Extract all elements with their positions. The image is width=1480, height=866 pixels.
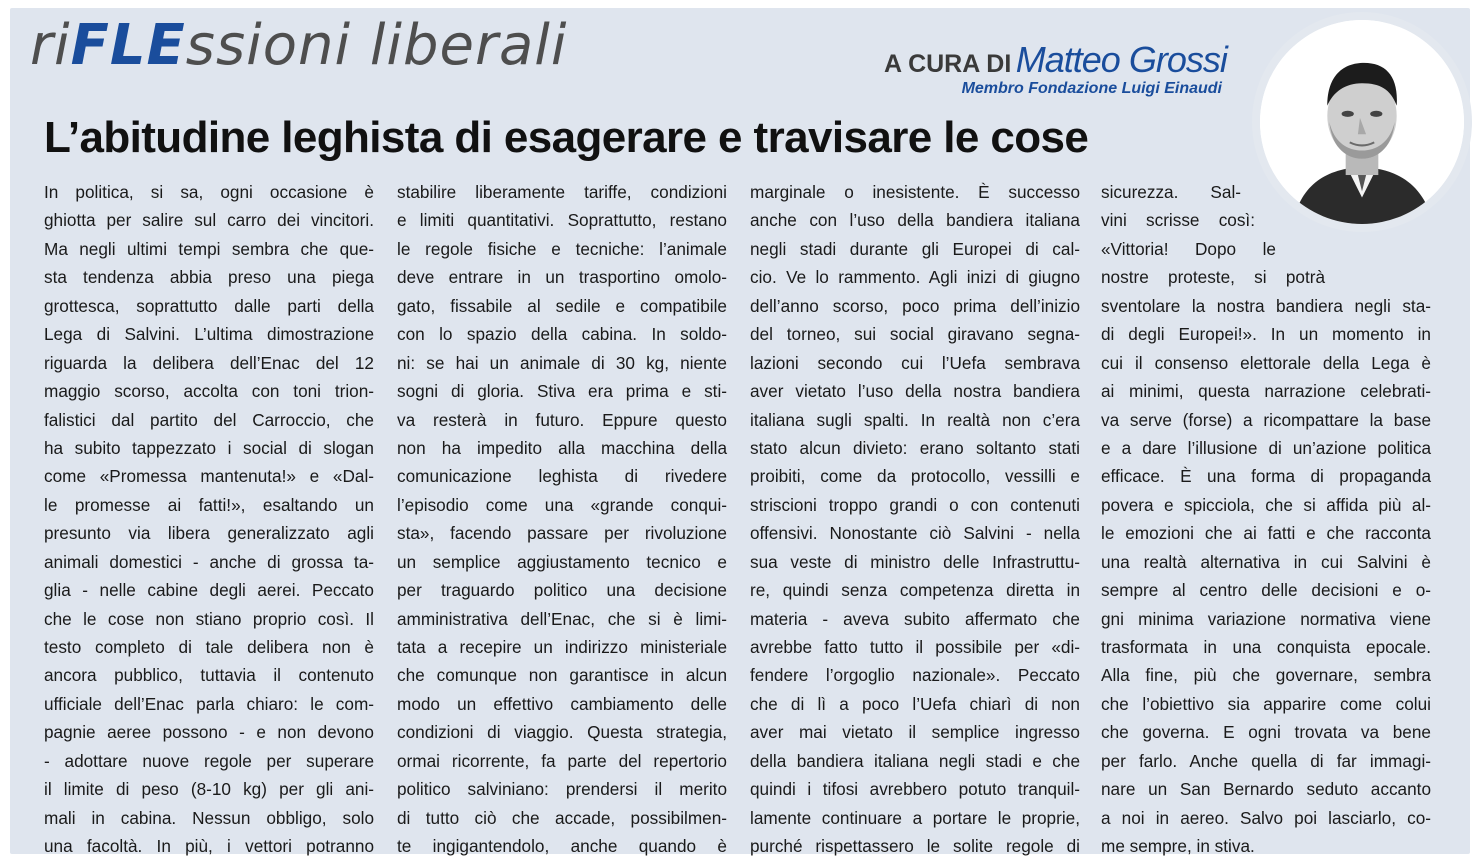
text-line: gni minima variazione normativa viene [1101, 608, 1431, 629]
column-masthead [30, 13, 568, 78]
text-line: offensivi. Nonostante ciò Salvini - nella [750, 523, 1080, 544]
text-line: va resterà in futuro. Eppure questo [397, 409, 727, 430]
text-line: sua veste di ministro delle Infrastruttu- [750, 551, 1080, 572]
text-line: ancora pubblico, tuttavia il contenuto [44, 665, 374, 686]
text-line: falistici dal partito del Carroccio, che [44, 409, 374, 430]
text-line: trasformata in una conquista epocale. [1101, 637, 1431, 657]
text-line: sta tendenza abbia preso una piega [44, 267, 374, 288]
text-line: grottesca, soprattutto dalle parti della [44, 295, 374, 316]
text-line: me sempre, in stiva. [1101, 836, 1255, 857]
text-line: presunto via libera generalizzato agli [44, 523, 374, 544]
text-line: striscioni troppo grandi o con contenuti [750, 494, 1080, 515]
text-line: italiana sugli spalti. In realtà non c’era [750, 409, 1080, 430]
text-line: ghiotta per salire sul carro dei vincitori. [44, 210, 374, 231]
text-line: che comunque non garantisce in alcun [397, 665, 727, 686]
text-line: l’episodio come una «grande conqui- [397, 494, 727, 515]
text-line: maggio scorso, accolta con toni trion- [44, 381, 374, 402]
article-column-2 [397, 178, 727, 861]
text-line: glia - nelle cabine degli aerei. Peccato [44, 580, 374, 601]
text-line: fendere l’orgoglio nazionale». Peccato [750, 665, 1080, 686]
text-line: materia - aveva subito affermato che [750, 608, 1080, 629]
text-line: aver mai vietato il semplice ingresso [750, 722, 1080, 743]
text-line: nare un San Bernardo seduto accanto [1101, 779, 1431, 800]
text-line: tata a recepire un indirizzo ministeriale [397, 637, 727, 657]
text-line: politico salviniano: prendersi il merito [397, 779, 727, 800]
masthead-part-3: ssioni liberali [185, 13, 568, 78]
text-line: che governa. E ogni trovata va bene [1101, 722, 1431, 743]
masthead-part-1: ri [30, 13, 71, 78]
text-line: lamente continuare a portare le proprie, [750, 807, 1080, 828]
text-line: stato alcun divieto: erano soltanto stati [750, 437, 1080, 458]
text-line: deve entrare in un trasportino omolo- [397, 267, 727, 288]
text-line: mali in cabina. Nessun obbligo, solo [44, 807, 374, 828]
text-line: condizioni di viaggio. Questa strategia, [397, 722, 727, 743]
text-line: ha subito tappezzato i social di slogan [44, 437, 374, 458]
text-line: un semplice aggiustamento tecnico e [397, 551, 727, 572]
text-line: efficace. È una forma di propaganda [1101, 466, 1431, 487]
text-line: lazioni secondo cui l’Uefa sembrava [750, 352, 1080, 373]
text-line: sogni di gloria. Stiva era prima e sti- [397, 381, 727, 402]
text-line: le promesse ai fatti!», esaltando un [44, 494, 374, 515]
text-line: purché rispettassero le solite regole di [750, 836, 1080, 857]
text-line: non ha impedito alla macchina della [397, 437, 727, 458]
text-line: con lo spazio della cabina. In soldo- [397, 324, 727, 345]
text-line: che di lì a poco l’Uefa chiarì di non [750, 693, 1080, 714]
text-line: animali domestici - anche di grossa ta- [44, 551, 374, 572]
text-line: per traguardo politico una decisione [397, 580, 727, 601]
text-line: il limite di peso (8-10 kg) per gli ani- [44, 779, 374, 800]
text-line: di tutto ciò che accade, possibilmen- [397, 807, 727, 828]
text-line: marginale o inesistente. È successo [750, 182, 1080, 202]
article-column-1 [44, 178, 374, 861]
text-line: cui il consenso elettorale della Lega è [1101, 352, 1431, 373]
text-line: Lega di Salvini. L’ultima dimostrazione [44, 324, 374, 345]
text-line: del torneo, sui social giravano segna- [750, 324, 1080, 345]
text-line: le regole fisiche e tecniche: l’animale [397, 238, 727, 259]
text-line: una realtà alternativa in cui Salvini è [1101, 551, 1431, 572]
text-line: come «Promessa mantenuta!» e «Dal- [44, 466, 374, 487]
text-line: negli stadi durante gli Europei di cal- [750, 238, 1080, 259]
text-line: comunicazione leghista di rivedere [397, 466, 727, 487]
text-line: te ingigantendolo, anche quando è [397, 836, 727, 857]
text-line: stabilire liberamente tariffe, condizioni [397, 182, 727, 202]
text-line: e limiti quantitativi. Soprattutto, restano [397, 210, 727, 231]
text-line: gato, fissabile al sedile e compatibile [397, 295, 727, 316]
text-line: anche con l’uso della bandiera italiana [750, 210, 1080, 231]
text-line: «Vittoria! Dopo le [1101, 238, 1276, 259]
text-line: sicurezza. Sal- [1101, 182, 1241, 202]
text-line: sempre al centro delle decisioni e o- [1101, 580, 1431, 601]
author-name: Matteo Grossi [1015, 39, 1227, 80]
text-line: avrebbe fatto tutto il possibile per «di- [750, 637, 1080, 657]
text-line: aver vietato l’uso della nostra bandiera [750, 381, 1080, 402]
text-line: le emozioni che ai fatti e che racconta [1101, 523, 1431, 544]
text-line: ni: se hai un animale di 30 kg, niente [397, 352, 727, 373]
text-line: ufficiale dell’Enac parla chiaro: le com- [44, 693, 374, 714]
text-line: va serve (forse) a ricompattare la base [1101, 409, 1431, 430]
article-column-3 [750, 178, 1080, 861]
text-line: testo completo di tale delibera non è [44, 637, 374, 657]
text-line: sventolare la nostra bandiera negli sta- [1101, 295, 1431, 316]
text-line: re, quindi senza competenza diretta in [750, 580, 1080, 601]
text-line: - adottare nuove regole per superare [44, 750, 374, 771]
text-line: povera e spicciola, che si affida più al- [1101, 494, 1431, 515]
text-line: Alla fine, più che governare, sembra [1101, 665, 1431, 686]
byline-prefix: A CURA DI [884, 50, 1012, 78]
text-line: di degli Europei!». In un momento in [1101, 324, 1431, 345]
text-line: amministrativa dell’Enac, che si è limi- [397, 608, 727, 629]
text-line: modo un effettivo cambiamento delle [397, 693, 727, 714]
text-line: Ma negli ultimi tempi sembra che que- [44, 238, 374, 259]
text-line: che l’obiettivo sia apparire come colui [1101, 693, 1431, 714]
text-line: proibiti, come da protocollo, vessilli e [750, 466, 1080, 487]
text-line: In politica, si sa, ogni occasione è [44, 182, 374, 202]
text-line: dell’anno scorso, poco prima dell’inizio [750, 295, 1080, 316]
text-line: una facoltà. In più, i vettori potranno [44, 836, 374, 857]
article-headline: L’abitudine leghista di esagerare e travisare le cose [44, 113, 1089, 162]
article-column-4 [1101, 178, 1431, 861]
masthead-part-2: FLE [70, 13, 186, 78]
text-line: e a dare l’illusione di un’azione politica [1101, 437, 1431, 458]
text-line: della bandiera italiana negli stadi e che [750, 750, 1080, 771]
author-role: Membro Fondazione Luigi Einaudi [961, 80, 1222, 97]
text-line: riguarda la delibera dell’Enac del 12 [44, 352, 374, 373]
text-line: ai minimi, questa narrazione celebrati- [1101, 381, 1431, 402]
text-line: vini scrisse così: [1101, 210, 1255, 231]
text-line: quindi i tifosi avrebbero potuto tranquil- [750, 779, 1080, 800]
text-line: pagnie aeree possono - e non devono [44, 722, 374, 743]
text-line: cio. Ve lo rammento. Agli inizi di giugno [750, 267, 1080, 288]
text-line: ormai ricorrente, fa parte del repertorio [397, 750, 727, 771]
text-line: che le cose non stiano proprio così. Il [44, 608, 374, 629]
text-line: per farlo. Anche quella di far immagi- [1101, 750, 1431, 771]
text-line: nostre proteste, si potrà [1101, 267, 1325, 288]
text-line: a noi in aereo. Salvo poi lasciarlo, co- [1101, 807, 1431, 828]
text-line: sta», facendo passare per rivoluzione [397, 523, 727, 544]
byline [884, 39, 1227, 80]
